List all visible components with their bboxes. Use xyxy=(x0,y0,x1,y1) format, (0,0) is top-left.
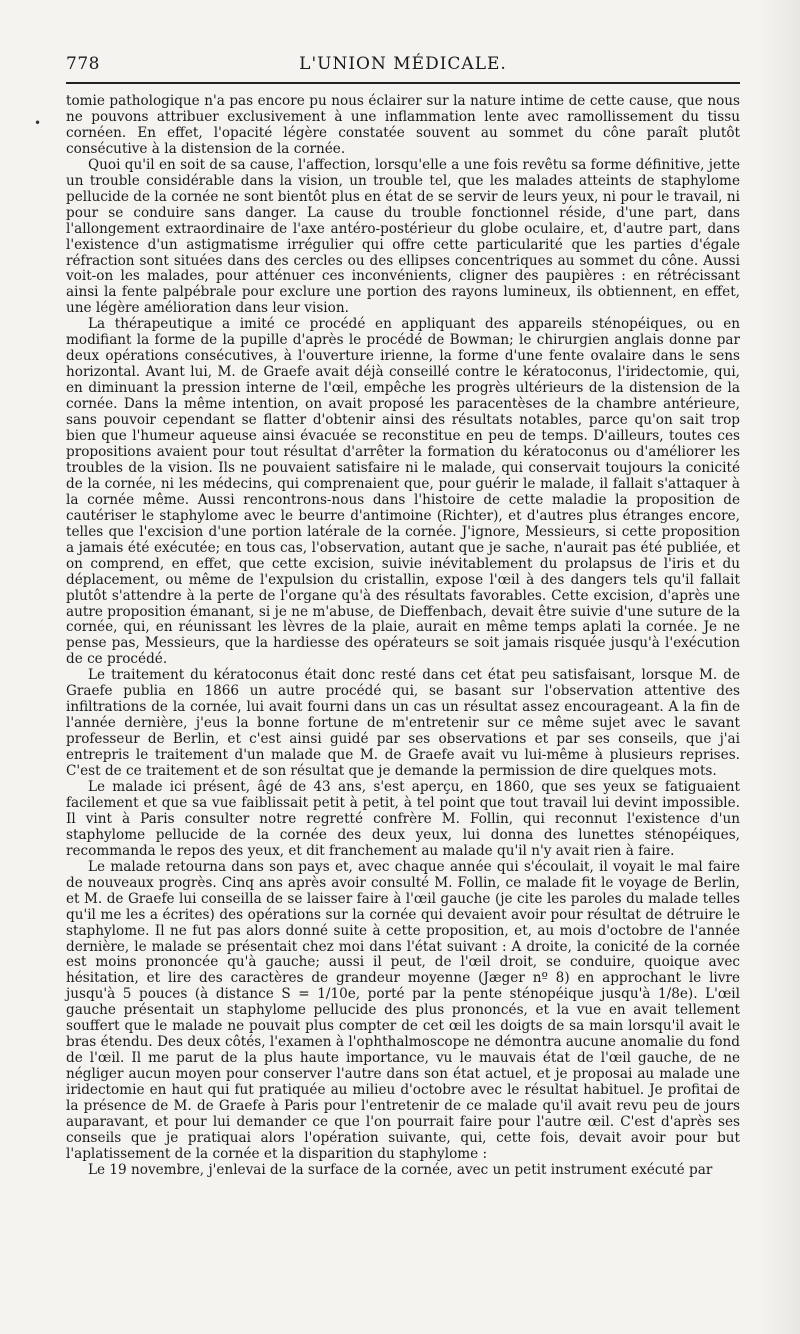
page-header xyxy=(66,54,740,80)
paragraph: Le traitement du kératoconus était donc resté dans cet état peu satisfaisant, lorsque M. de Graefe publia en 1866 un autre procédé qui, se basant sur l'observation attentive des infiltrations de la cornée, lui avait fourni dans un cas un résultat assez encourageant. A la fin de l'année dernière, j'eus la bonne fortune de m'entretenir sur ce même sujet avec le savant professeur de Berlin, et c'est ainsi guidé par ses observations et par ses conseils, que j'ai entrepris le traitement d'un malade que M. de Graefe avait vu lui-même à plusieurs reprises. C'est de ce traitement et de son résultat que je demande la permission de dire quelques mots. xyxy=(66,667,740,780)
page-number: 778 xyxy=(66,54,100,74)
scan-edge xyxy=(760,0,800,1334)
margin-mark: • xyxy=(34,116,42,130)
paragraph: Le 19 novembre, j'enlevai de la surface de la cornée, avec un petit instrument exécuté par xyxy=(88,1161,713,1178)
paragraph: Le malade ici présent, âgé de 43 ans, s'est aperçu, en 1860, que ses yeux se fatiguaient facilement et que sa vue faiblissait petit à petit, à tel point que tout travail lui devint impossible. Il vint à Paris consulter notre regretté confrère M. Follin, qui reconnut l'existence d'un staphylome pellucide de la cornée des deux yeux, lui donna des lunettes sténopéiques, recommanda le repos des yeux, et dit franchement au malade qu'il n'y avait rien à faire. xyxy=(66,778,740,859)
paragraph: Le malade retourna dans son pays et, avec chaque année qui s'écoulait, il voyait le mal faire de nouveaux progrès. Cinq ans après avoir consulté M. Follin, ce malade fit le voyage de Berlin, et M. de Graefe lui conseilla de se laisser faire à l'œil gauche (je cite les paroles du malade telles qu'il me les a écrites) des opérations sur la cornée qui devaient avoir pour résultat de détruire le staphylome. Il ne fut pas alors donné suite à cette proposition, et, au mois d'octobre de l'année dernière, le malade se présentait chez moi dans l'état suivant : A droite, la conicité de la cornée est moins prononcée qu'à gauche; aussi il peut, de l'œil droit, se conduire, quoique avec hésitation, et lire des caractères de grandeur moyenne (Jæger nº 8) en approchant le livre jusqu'à 5 pouces (à distance S = 1/10e, porté par la pente sténopéique jusqu'à 1/8e). L'œil gauche présentait un staphylome pellucide des plus prononcés, et la vue en avait tellement souffert que le malade ne pouvait plus compter de cet œil les doigts de sa main lorsqu'il avait le bras étendu. Des deux côtés, l'examen à l'ophthalmoscope ne démontra aucune anomalie du fond de l'œil. Il me parut de la plus haute importance, vu le mauvais état de l'œil gauche, de ne négliger aucun moyen pour conserver l'autre dans son état actuel, et je proposai au malade une iridectomie en haut qui fut pratiquée au milieu d'octobre avec le résultat habituel. Je profitai de la présence de M. de Graefe à Paris pour l'entretenir de ce malade qu'il avait revu peu de jours auparavant, et pour lui demander ce que l'on pourrait faire pour l'autre œil. C'est d'après ses conseils que je pratiquai alors l'opération suivante, qui, cette fois, devait avoir pour but l'aplatissement de la cornée et la disparition du staphylome : xyxy=(66,858,740,1162)
running-title: L'UNION MÉDICALE. xyxy=(299,54,507,74)
paragraph: La thérapeutique a imité ce procédé en appliquant des appareils sténopéiques, ou en modifiant la forme de la pupille d'après le procédé de Bowman; le chirurgien anglais donne par deux opérations consécutives, à l'ouverture irienne, la forme d'une fente ovalaire dans le sens horizontal. Avant lui, M. de Graefe avait déjà conseillé contre le kératoconus, l'iridectomie, qui, en diminuant la pression interne de l'œil, empêche les progrès ultérieurs de la distension de la cornée. Dans la même intention, on avait proposé les paracentèses de la chambre antérieure, sans pouvoir cependant se flatter d'obtenir ainsi des résultats notables, parce qu'on sait trop bien que l'humeur aqueuse ainsi évacuée se reconstitue en peu de temps. D'ailleurs, toutes ces propositions avaient pour tout résultat d'arrêter la formation du kératoconus ou d'améliorer les troubles de la vision. Ils ne pouvaient satisfaire ni le malade, qui conservait toujours la conicité de la cornée, ni les médecins, qui comprenaient que, pour guérir le malade, il fallait s'attaquer à la cornée même. Aussi rencontrons-nous dans l'histoire de cette maladie la proposition de cautériser le staphylome avec le beurre d'antimoine (Richter), et d'autres plus étranges encore, telles que l'excision d'une portion latérale de la cornée. J'ignore, Messieurs, si cette proposition a jamais été exécutée; en tous cas, l'observation, autant que je sache, n'aurait pas été publiée, et on comprend, en effet, que cette excision, suivie inévitablement du prolapsus de l'iris et du déplacement, ou même de l'expulsion du cristallin, expose l'œil à des dangers tels qu'il fallait plutôt s'attendre à la perte de l'organe qu'à des résultats favorables. Cette excision, d'après une autre proposition émanant, si je ne m'abuse, de Dieffenbach, devait être suivie d'une suture de la cornée, qui, en réunissant les lèvres de la plaie, aurait en même temps aplati la cornée. Je ne pense pas, Messieurs, que la hardiesse des opérateurs se soit jamais risquée jusqu'à l'exécution de ce procédé. xyxy=(66,316,740,668)
paragraph: tomie pathologique n'a pas encore pu nous éclairer sur la nature intime de cette cause, que nous ne pouvons attribuer exclusivement à une inflammation lente avec ramollissement du tissu cornéen. En effet, l'opacité légère constatée souvent au sommet du cône paraît plutôt consécutive à la distension de la cornée. xyxy=(66,93,740,157)
header-rule xyxy=(66,82,740,84)
article-body xyxy=(66,94,740,1179)
paragraph: Quoi qu'il en soit de sa cause, l'affection, lorsqu'elle a une fois revêtu sa forme définitive, jette un trouble considérable dans la vision, un trouble tel, que les malades atteints de staphylome pellucide de la cornée ne sont bientôt plus en état de se servir de leurs yeux, ni pour le travail, ni pour se conduire sans danger. La cause du trouble fonctionnel réside, d'une part, dans l'allongement extraordinaire de l'axe antéro-postérieur du globe oculaire, et, d'autre part, dans l'existence d'un astigmatisme irrégulier qui offre cette particularité que les parties d'égale réfraction sont situées dans des cercles ou des ellipses concentriques au sommet du cône. Aussi voit-on les malades, pour atténuer ces inconvénients, cligner des paupières : en rétrécissant ainsi la fente palpébrale pour exclure une portion des rayons lumineux, ils obtiennent, en effet, une légère amélioration dans leur vision. xyxy=(66,156,740,317)
